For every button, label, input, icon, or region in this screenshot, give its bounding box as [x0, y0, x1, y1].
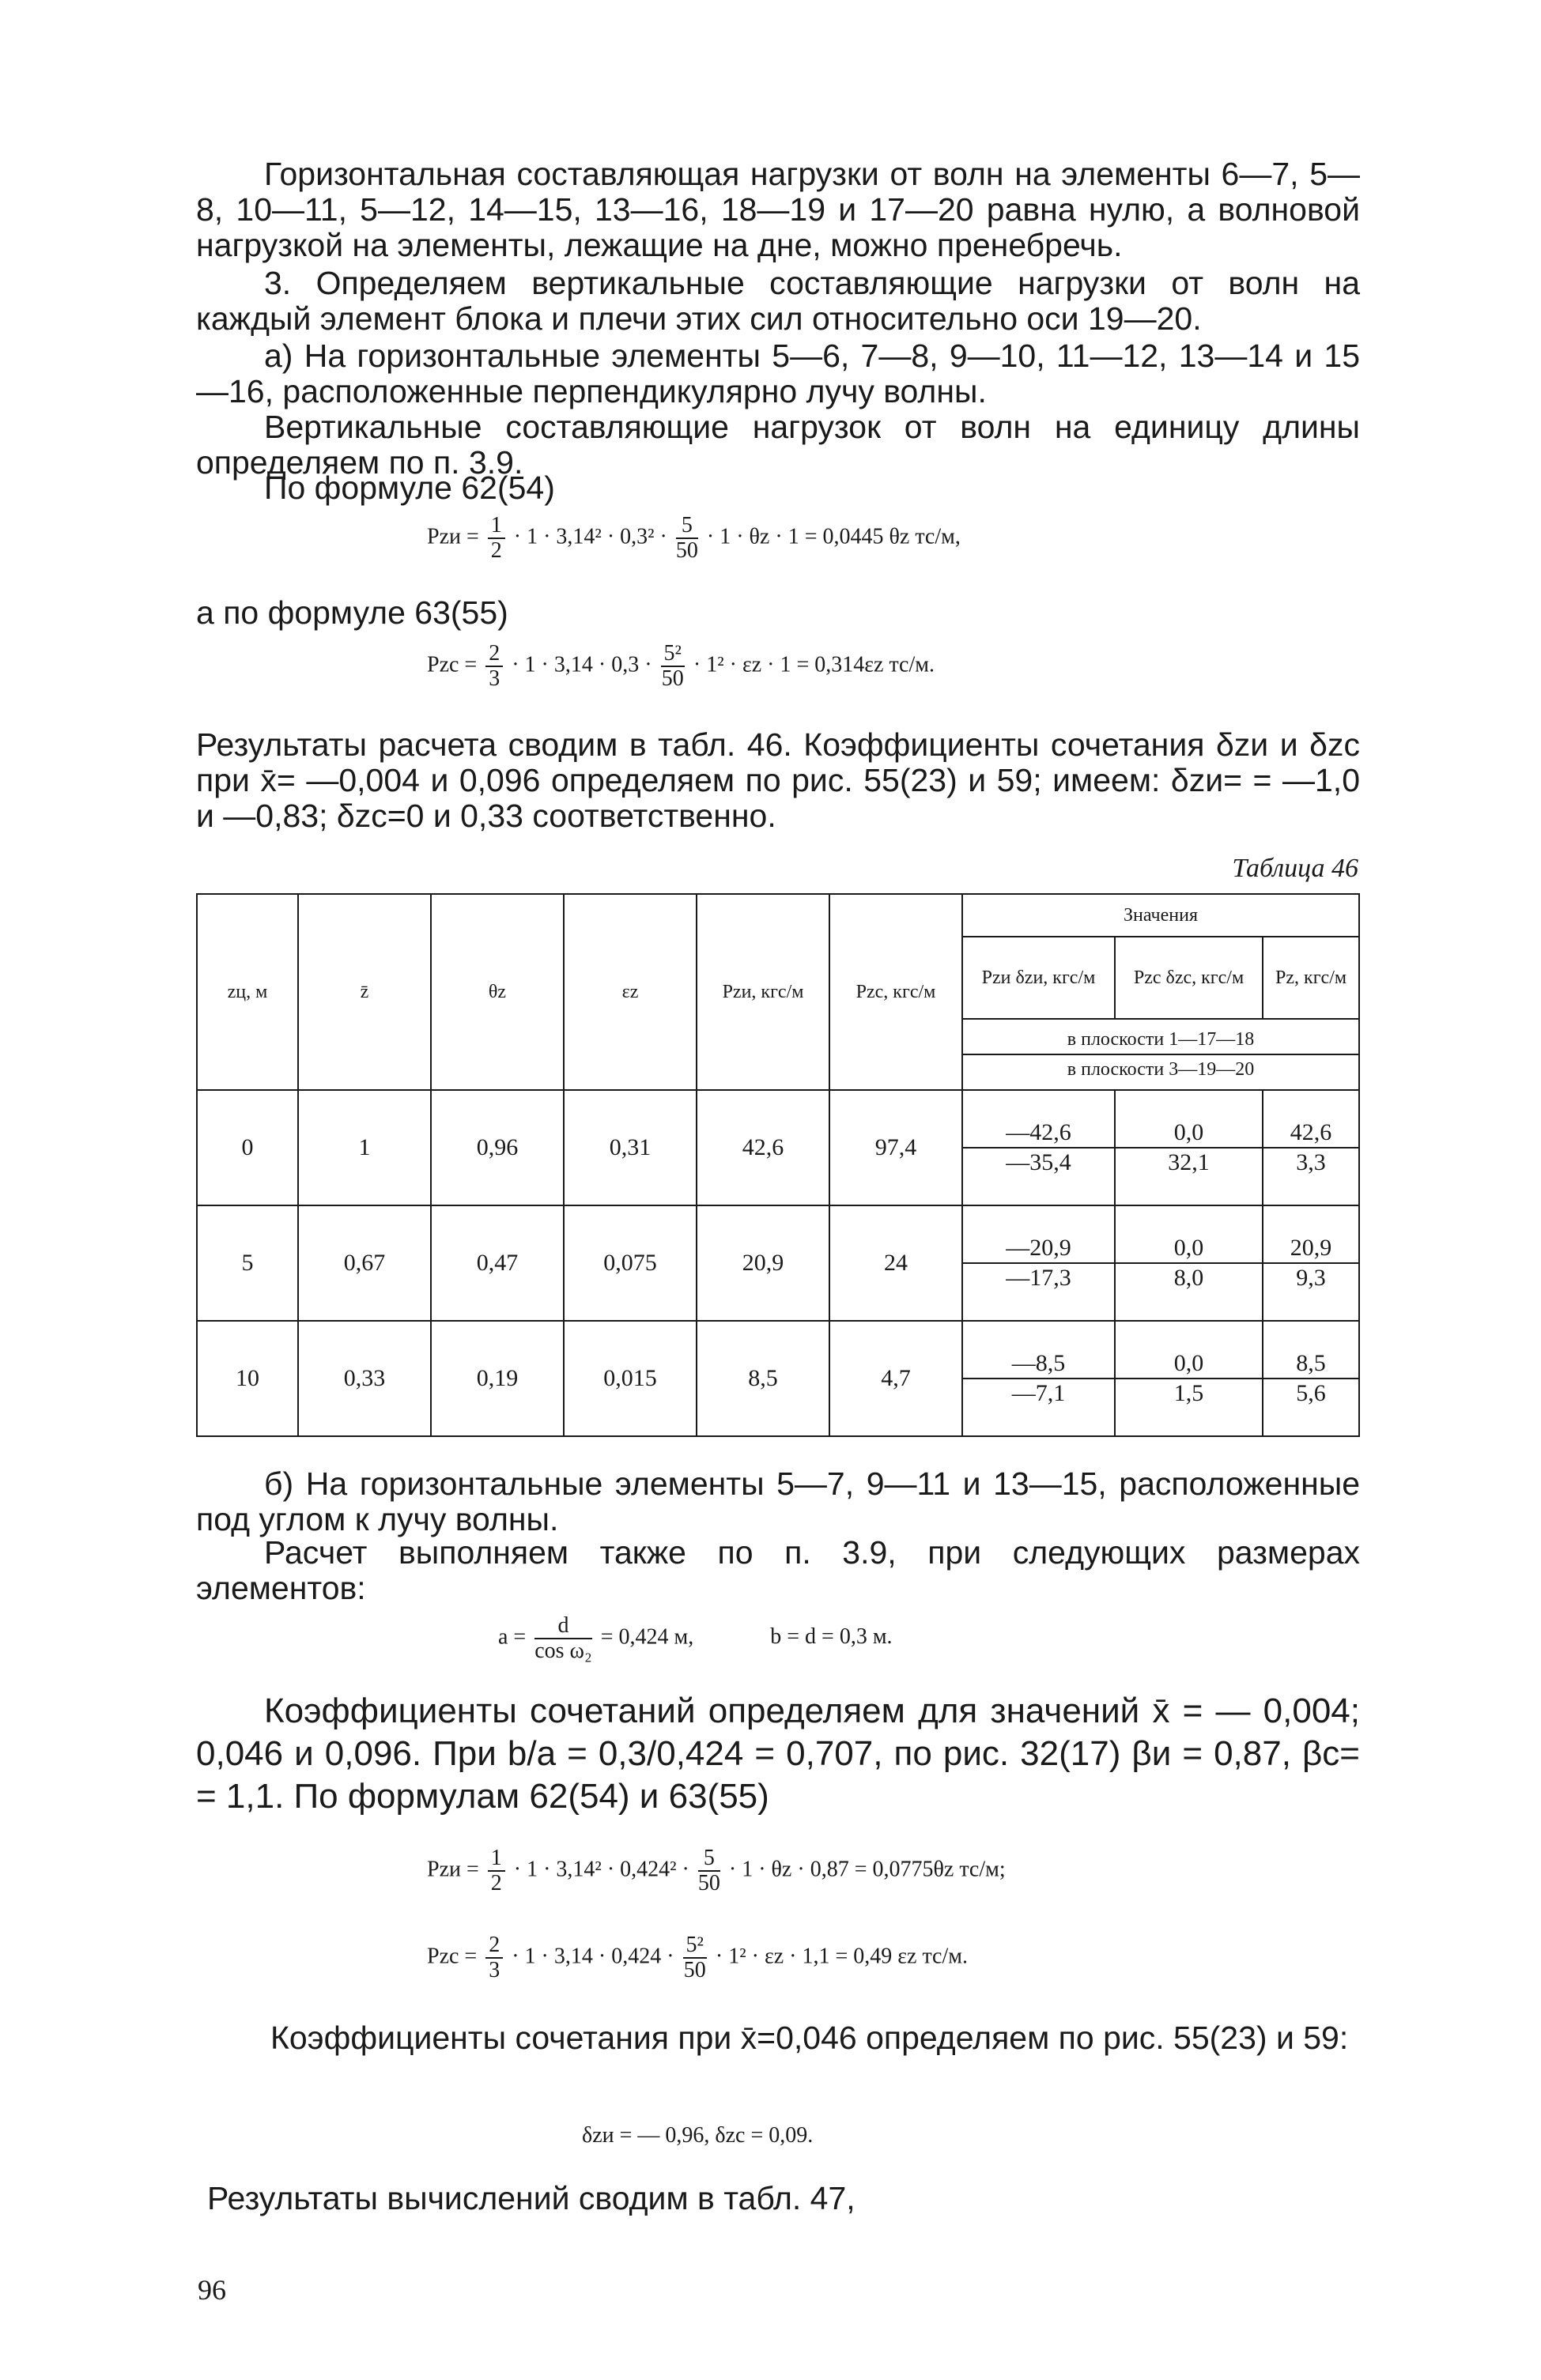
cell: 4,7: [829, 1321, 962, 1436]
table-row: [197, 1090, 1359, 1205]
denominator: 2: [490, 538, 502, 563]
fraction: [485, 1933, 503, 1982]
formula-lhs: Pzc =: [427, 652, 478, 677]
cell-bottom: 32,1: [1168, 1149, 1210, 1175]
cell-pair: [1263, 1090, 1359, 1205]
numerator: d: [534, 1614, 592, 1639]
col-header-theta: θz: [431, 894, 564, 1090]
paragraph-4: Вертикальные составляющие нагрузок от волн на единицу длины определяем по п. 3.9.: [196, 409, 1360, 481]
cell: 5: [197, 1205, 298, 1321]
numerator: 5: [676, 514, 698, 539]
cell-pair: [962, 1090, 1115, 1205]
col-header-pzi: Pzи, кгс/м: [697, 894, 829, 1090]
cell-bottom: 3,3: [1296, 1149, 1326, 1175]
cell: 42,6: [697, 1090, 829, 1205]
cell-bottom: 8,0: [1173, 1265, 1204, 1291]
paragraph-6: б) На горизонтальные элементы 5—7, 9—11 и 13—15, расположенные под углом к лучу волны.: [196, 1465, 1360, 1537]
denominator: 3: [489, 666, 500, 691]
col-header-v2: Pzc δzc, кгс/м: [1115, 937, 1263, 1019]
fraction: [698, 1846, 720, 1895]
numerator: 1: [488, 1846, 505, 1872]
formula-lhs: Pzc =: [427, 1944, 478, 1969]
col-header-pzc: Pzc, кгс/м: [829, 894, 962, 1090]
cell-pair: [1263, 1205, 1359, 1321]
col-header-v1: Pzи δzи, кгс/м: [962, 937, 1115, 1019]
cell: 0: [197, 1090, 298, 1205]
formula-intro-1: По формуле 62(54): [264, 470, 555, 506]
col-header-zbar: z̄: [298, 894, 431, 1090]
numerator: 2: [485, 1933, 503, 1959]
formula-intro-2: а по формуле 63(55): [196, 594, 508, 631]
formula-mid: · 1 · 3,14² · 0,424² ·: [513, 1857, 689, 1882]
page-number: 96: [198, 2274, 226, 2306]
cell-top: 0,0: [1116, 1349, 1262, 1379]
fraction: [676, 514, 698, 563]
numerator: 1: [488, 514, 505, 539]
cell-pair: [1115, 1321, 1263, 1436]
cell: 10: [197, 1321, 298, 1436]
formula-mid: · 1 · 3,14 · 0,424 ·: [512, 1944, 674, 1969]
cell: 0,47: [431, 1205, 564, 1321]
cell: 8,5: [697, 1321, 829, 1436]
plane-top-label: в плоскости 1—17—18: [963, 1025, 1358, 1055]
paragraph-10: Результаты вычислений сводим в табл. 47,: [207, 2180, 855, 2216]
paragraph-2: 3. Определяем вертикальные составляющие нагрузки от волн на каждый элемент блока и плечи этих сил относительно оси 19—20.: [196, 265, 1360, 337]
paragraph-7: Расчет выполняем также по п. 3.9, при следующих размерах элементов:: [196, 1534, 1360, 1606]
col-header-v3: Pz, кгс/м: [1263, 937, 1359, 1019]
col-header-values: Значения: [962, 894, 1359, 937]
cell-pair: [1115, 1205, 1263, 1321]
col-header-zc: zц, м: [197, 894, 298, 1090]
formula-lhs: a =: [498, 1624, 527, 1650]
cell-top: —8,5: [963, 1349, 1114, 1379]
denominator: 50: [697, 1871, 720, 1895]
formula-rhs: · 1 · θz · 0,87 = 0,0775θz тс/м;: [728, 1857, 1006, 1882]
formula-mid: · 1 · 3,14² · 0,3² ·: [513, 524, 667, 549]
cell-top: —42,6: [963, 1118, 1114, 1149]
formula-pzi-1: [427, 514, 961, 563]
formula-pzi-2: [427, 1846, 1006, 1895]
cell-pair: [1115, 1090, 1263, 1205]
cell-top: 0,0: [1116, 1234, 1262, 1264]
cell: 0,33: [298, 1321, 431, 1436]
cell-bottom: —7,1: [1011, 1380, 1066, 1406]
fraction: [534, 1614, 592, 1663]
fraction: [661, 642, 685, 691]
cell-pair: [962, 1321, 1115, 1436]
cell-top: 0,0: [1116, 1118, 1262, 1149]
cell-bottom: 9,3: [1296, 1265, 1326, 1291]
formula-mid: · 1 · 3,14 · 0,3 ·: [512, 652, 652, 677]
table-row: [197, 1205, 1359, 1321]
denominator: 50: [661, 666, 684, 691]
cell-bottom: 5,6: [1296, 1380, 1326, 1406]
cell: 0,19: [431, 1321, 564, 1436]
formula-deltas: δzи = — 0,96, δzc = 0,09.: [582, 2123, 814, 2148]
cell: 0,075: [564, 1205, 697, 1321]
formula-rhs: = 0,424 м,: [600, 1624, 694, 1650]
cell-top: —20,9: [963, 1234, 1114, 1264]
paragraph-9: Коэффициенты сочетания при x̄=0,046 определяем по рис. 55(23) и 59:: [270, 2020, 1349, 2056]
formula-b: b = d = 0,3 м.: [770, 1624, 893, 1650]
numerator: 5²: [683, 1933, 707, 1959]
cell: 1: [298, 1090, 431, 1205]
cell: 97,4: [829, 1090, 962, 1205]
cell-bottom: 1,5: [1173, 1380, 1204, 1406]
cell: 0,015: [564, 1321, 697, 1436]
cell: 24: [829, 1205, 962, 1321]
table-row: [197, 1321, 1359, 1436]
formula-lhs: Pzи =: [427, 524, 479, 549]
paragraph-5: Результаты расчета сводим в табл. 46. Коэффициенты сочетания δzи и δzc при x̄= —0,004 и 0,096 определяем по рис. 55(23) и 59; имеем: δzи= = —1,0 и —0,83; δzc=0 и 0,33 соответственно.: [196, 726, 1360, 834]
cell-pair: [962, 1205, 1115, 1321]
denominator: 50: [683, 1958, 706, 1982]
denominator: 3: [489, 1958, 500, 1982]
numerator: 5²: [661, 642, 685, 667]
table-caption: Таблица 46: [1232, 854, 1358, 883]
denominator: 2: [490, 1871, 502, 1895]
formula-rhs: · 1 · θz · 1 = 0,0445 θz тс/м,: [706, 524, 961, 549]
cell: 0,31: [564, 1090, 697, 1205]
fraction: [485, 642, 503, 691]
fraction: [488, 514, 505, 563]
cell-top: 8,5: [1263, 1349, 1358, 1379]
formula-pzc-1: [427, 642, 935, 691]
cell: 0,96: [431, 1090, 564, 1205]
paragraph-1: Горизонтальная составляющая нагрузки от волн на элементы 6—7, 5—8, 10—11, 5—12, 14—15, 13—16, 18—19 и 17—20 равна нулю, а волновой нагрузкой на элементы, лежащие на дне, можно пренебречь.: [196, 156, 1360, 263]
col-header-planes: [962, 1019, 1359, 1090]
formula-rhs: · 1² · εz · 1,1 = 0,49 εz тс/м.: [715, 1944, 968, 1969]
data-table-46: [196, 893, 1360, 1437]
denominator: 50: [675, 538, 698, 563]
denominator: cos ω₂: [534, 1639, 592, 1663]
numerator: 5: [698, 1846, 720, 1872]
cell: 20,9: [697, 1205, 829, 1321]
fraction: [683, 1933, 707, 1982]
col-header-eps: εz: [564, 894, 697, 1090]
cell-top: 42,6: [1263, 1118, 1358, 1149]
formula-rhs: · 1² · εz · 1 = 0,314εz тс/м.: [693, 652, 935, 677]
paragraph-8: Коэффициенты сочетаний определяем для значений x̄ = — 0,004; 0,046 и 0,096. При b/a = 0,3/0,424 = 0,707, по рис. 32(17) βи = 0,87, βc= = 1,1. По формулам 62(54) и 63(55): [196, 1692, 1360, 1816]
paragraph-3: а) На горизонтальные элементы 5—6, 7—8, 9—10, 11—12, 13—14 и 15—16, расположенные перпендикулярно лучу волны.: [196, 338, 1360, 409]
fraction: [488, 1846, 505, 1895]
plane-bottom-label: в плоскости 3—19—20: [1067, 1059, 1255, 1080]
cell-bottom: —17,3: [1006, 1265, 1071, 1291]
cell-top: 20,9: [1263, 1234, 1358, 1264]
formula-lhs: Pzи =: [427, 1857, 479, 1882]
numerator: 2: [485, 642, 503, 667]
formula-a: [498, 1614, 893, 1663]
formula-pzc-2: [427, 1933, 968, 1982]
cell: 0,67: [298, 1205, 431, 1321]
cell-pair: [1263, 1321, 1359, 1436]
cell-bottom: —35,4: [1006, 1149, 1071, 1175]
